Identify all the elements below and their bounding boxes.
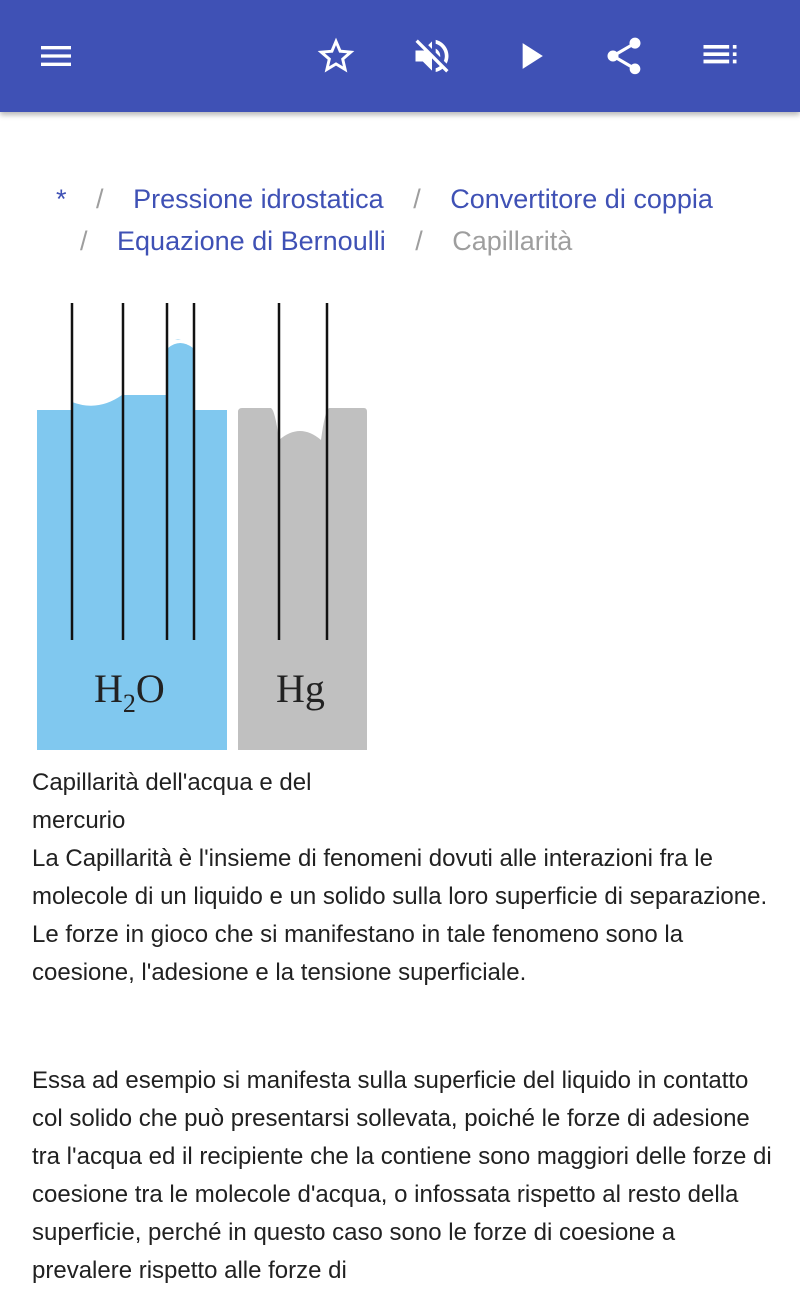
breadcrumb-separator: / — [96, 184, 104, 214]
playlist-icon[interactable] — [692, 28, 748, 84]
water-label: H — [94, 666, 123, 711]
menu-icon[interactable] — [28, 28, 84, 84]
breadcrumb-link-pressione[interactable]: Pressione idrostatica — [133, 184, 384, 214]
breadcrumb-separator: / — [415, 226, 423, 256]
figure-caption: Capillarità dell'acqua e del mercurio — [32, 769, 312, 834]
water-label-tail: O — [135, 666, 165, 711]
breadcrumb-home-link[interactable]: * — [56, 184, 67, 214]
capillarity-figure — [34, 300, 370, 755]
article-paragraph: La Capillarità è l'insieme di fenomeni dovuti alle interazioni fra le molecole di un liquido e un solido sulla loro superficie di separazione. Le forze in gioco che si manifestano in tale fenomeno sono la coesione, l'adesione e la tensione superficiale. — [32, 845, 768, 986]
play-icon[interactable] — [502, 28, 558, 84]
water-label-subscript: 2 — [122, 689, 136, 718]
star-icon[interactable] — [308, 28, 364, 84]
share-icon[interactable] — [596, 28, 652, 84]
breadcrumb-link-convertitore[interactable]: Convertitore di coppia — [450, 184, 713, 214]
breadcrumb-link-bernoulli[interactable]: Equazione di Bernoulli — [117, 226, 386, 256]
breadcrumb-separator: / — [80, 226, 88, 256]
mercury-label: Hg — [276, 666, 325, 711]
breadcrumb-current: Capillarità — [452, 226, 573, 256]
volume-off-icon[interactable] — [404, 28, 460, 84]
breadcrumb-separator: / — [413, 184, 421, 214]
article-paragraph: Essa ad esempio si manifesta sulla superficie del liquido in contatto col solido che può presentarsi sollevata, poiché le forze di adesione tra l'acqua ed il recipiente che la contiene sono maggiori delle forze di coesione tra le molecole d'acqua, o infossata rispetto al resto della superficie, perché in questo caso sono le forze di coesione a prevalere rispetto alle forze di — [32, 1067, 772, 1284]
app-bar — [0, 0, 800, 112]
